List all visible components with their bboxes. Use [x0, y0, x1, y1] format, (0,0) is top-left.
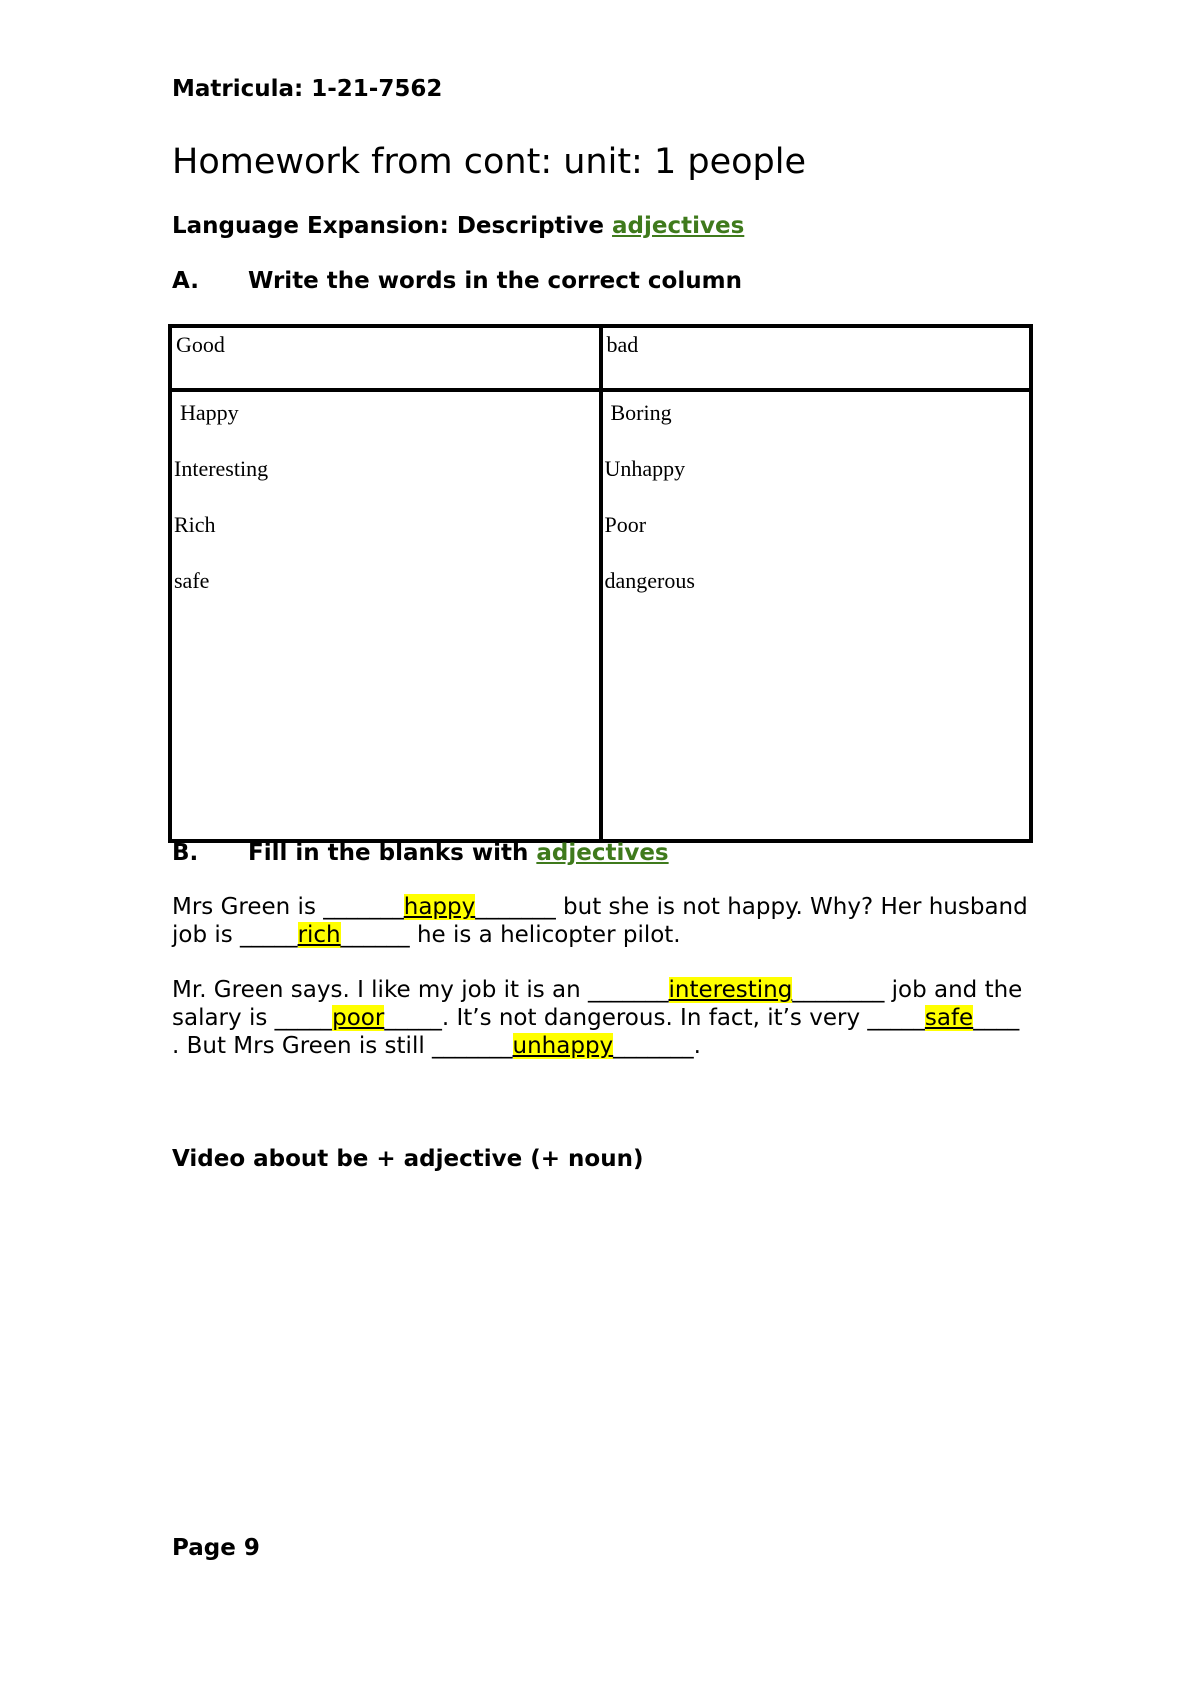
answer-unhappy: unhappy: [512, 1033, 614, 1059]
word-columns-table: [168, 324, 1033, 843]
adjectives-link[interactable]: adjectives: [612, 213, 745, 239]
section-b-text: Fill in the blanks with: [248, 840, 537, 866]
good-word: Interesting: [174, 456, 269, 481]
answer-poor: poor: [332, 1005, 385, 1031]
answer-interesting: interesting: [668, 977, 793, 1003]
bad-word: Poor: [604, 512, 647, 537]
adjectives-link-b[interactable]: adjectives: [536, 840, 669, 866]
good-word: safe: [174, 568, 210, 593]
paragraph-1-text: ______ he is a helicopter pilot.: [340, 922, 681, 948]
paragraph-1-text: Mrs Green is _______: [172, 894, 404, 920]
paragraph-2-text: ____ . But Mrs Green is still _______: [172, 1005, 1020, 1059]
paragraph-1-text: _______ but she is not happy. Why? Her husband job is _____: [172, 894, 1028, 948]
subtitle: [172, 213, 744, 239]
section-a-letter: A.: [172, 268, 199, 294]
section-a-heading: [172, 268, 742, 294]
paragraph-2-text: _____. It’s not dangerous. In fact, it’s very _____: [384, 1005, 925, 1031]
good-word: Happy: [180, 400, 239, 425]
page-number: Page 9: [172, 1535, 260, 1561]
paragraph-2: [172, 976, 1032, 1060]
answer-rich: rich: [297, 922, 341, 948]
subtitle-prefix: Language Expansion: Descriptive: [172, 213, 613, 239]
paragraph-2-text: ________ job and the salary is _____: [172, 977, 1023, 1031]
section-a-text: Write the words in the correct column: [248, 268, 742, 294]
good-column: [170, 390, 601, 841]
paragraph-1: [172, 893, 1032, 949]
paragraph-2-text: Mr. Green says. I like my job it is an _______: [172, 977, 669, 1003]
answer-safe: safe: [924, 1005, 974, 1031]
good-word: Rich: [174, 512, 216, 537]
bad-word: Unhappy: [604, 456, 686, 481]
matricula-label: Matricula: 1-21-7562: [172, 76, 443, 102]
section-b-heading: [172, 840, 669, 866]
section-b-letter: B.: [172, 840, 199, 866]
bad-column: [601, 390, 1032, 841]
bad-column-header: bad: [601, 326, 1032, 390]
paragraph-2-text: _______.: [613, 1033, 701, 1059]
answer-happy: happy: [403, 894, 476, 920]
bad-word: Boring: [610, 400, 672, 425]
video-heading: Video about be + adjective (+ noun): [172, 1146, 644, 1172]
page-title: Homework from cont: unit: 1 people: [172, 142, 806, 182]
bad-word: dangerous: [604, 568, 695, 593]
good-column-header: Good: [170, 326, 601, 390]
